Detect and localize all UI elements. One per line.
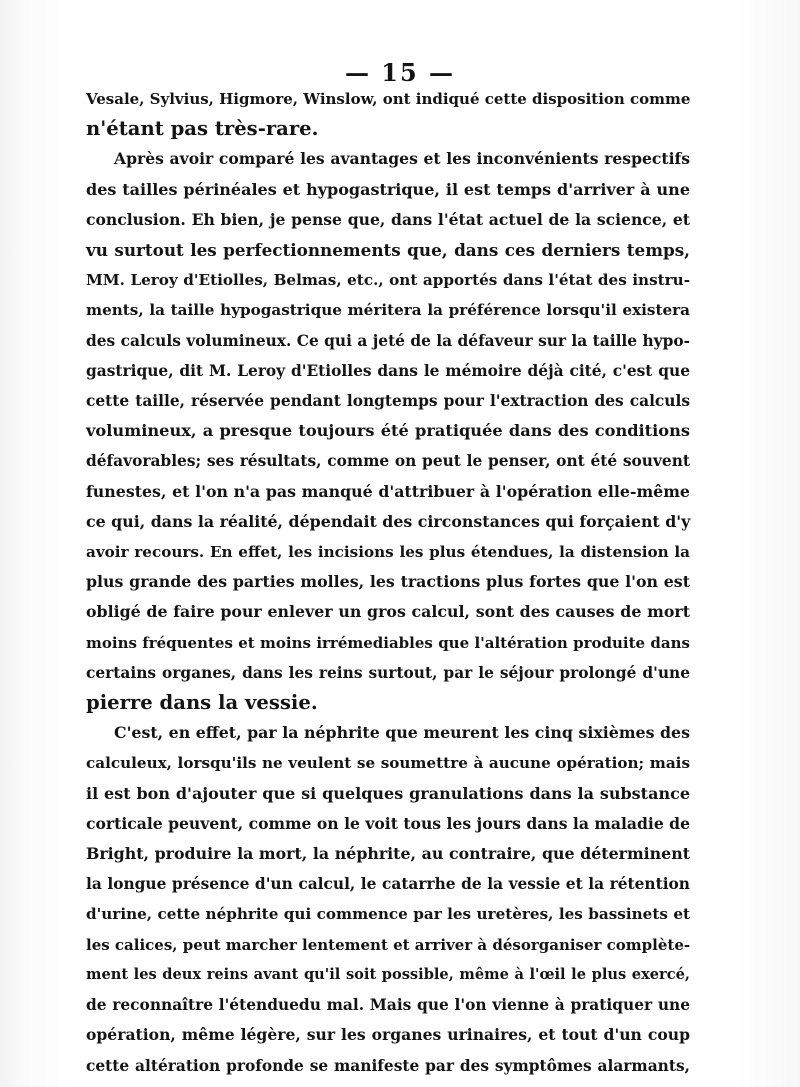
text-line: cette altération profonde se manifeste par des symptômes alarmants, <box>86 1056 690 1075</box>
text-line: vu surtout les perfectionnements que, dans ces derniers temps, <box>86 240 690 261</box>
text-line: il est bon d'ajouter que si quelques granulations dans la substance <box>86 783 690 803</box>
text-line: d'urine, cette néphrite qui commence par les uretères, les bassinets et <box>86 905 690 924</box>
text-line: des calculs volumineux. Ce qui a jeté de la défaveur sur la taille hypo- <box>86 331 690 350</box>
text-line: de reconnaître l'étenduedu mal. Mais que l'on vienne à pratiquer une <box>86 996 690 1015</box>
text-line: la longue présence d'un calcul, le catarrhe de la vessie et la rétention <box>86 875 690 894</box>
text-line: obligé de faire pour enlever un gros calcul, sont des causes de mort <box>86 602 690 622</box>
text-line: ment les deux reins avant qu'il soit possible, même à l'œil le plus exercé, <box>86 965 690 983</box>
text-line: ments, la taille hypogastrique méritera la préférence lorsqu'il existera <box>86 301 690 320</box>
text-line: C'est, en effet, par la néphrite que meurent les cinq sixièmes des <box>114 723 690 743</box>
text-line: opération, même légère, sur les organes urinaires, et tout d'un coup <box>86 1025 690 1045</box>
text-line: cette taille, réservée pendant longtemps pour l'extraction des calculs <box>86 392 690 411</box>
text-line: volumineux, a presque toujours été pratiquée dans des conditions <box>86 421 690 441</box>
text-line: avoir recours. En effet, les incisions les plus étendues, la distension la <box>86 543 690 562</box>
text-line: Bright, produire la mort, la néphrite, au contraire, que déterminent <box>86 844 690 864</box>
text-line: défavorables; ses résultats, comme on peut le penser, ont été souvent <box>86 452 690 471</box>
text-line: funestes, et l'on n'a pas manqué d'attribuer à l'opération elle-même <box>86 481 690 501</box>
text-line: MM. Leroy d'Etiolles, Belmas, etc., ont apportés dans l'état des instru- <box>86 271 690 290</box>
text-line: Vesale, Sylvius, Higmore, Winslow, ont indiqué cette disposition comme <box>86 90 691 108</box>
body-text <box>86 84 690 1081</box>
text-line: les calices, peut marcher lentement et arriver à désorganiser complète- <box>86 935 691 954</box>
text-line: Après avoir comparé les avantages et les inconvénients respectifs <box>114 149 690 169</box>
text-line: des tailles périnéales et hypogastrique, il est temps d'arriver à une <box>86 179 690 199</box>
text-line: ce qui, dans la réalité, dépendait des circonstances qui forçaient d'y <box>86 511 691 531</box>
text-line: n'étant pas très-rare. <box>86 117 319 141</box>
text-line: pierre dans la vessie. <box>86 691 318 715</box>
text-line: plus grande des parties molles, les tractions plus fortes que l'on est <box>86 572 690 592</box>
text-line: gastrique, dit M. Leroy d'Etiolles dans le mémoire déjà cité, c'est que <box>86 361 690 380</box>
text-line: certains organes, dans les reins surtout, par le séjour prolongé d'une <box>86 663 690 682</box>
text-line: conclusion. Eh bien, je pense que, dans l'état actuel de la science, et <box>86 209 690 229</box>
text-line: calculeux, lorsqu'ils ne veulent se soumettre à aucune opération; mais <box>86 754 690 773</box>
text-line: moins fréquentes et moins irrémediables que l'altération produite dans <box>86 633 690 652</box>
text-line: corticale peuvent, comme on le voit tous les jours dans la maladie de <box>86 813 691 833</box>
page-number: — 15 — <box>344 58 456 87</box>
